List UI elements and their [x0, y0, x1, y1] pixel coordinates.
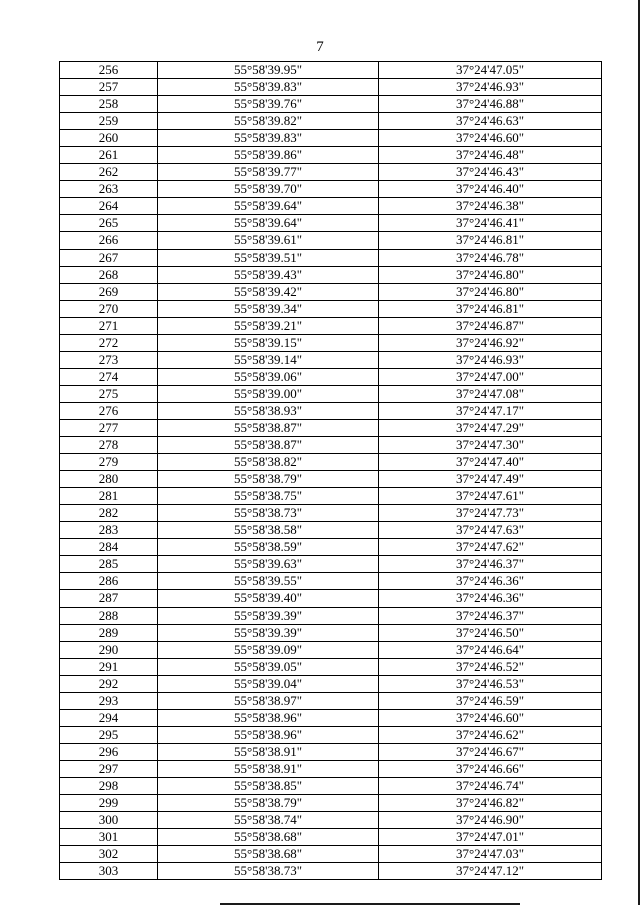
longitude-cell: 37°24'47.62": [379, 539, 602, 556]
latitude-cell: 55°58'38.82": [158, 454, 379, 471]
latitude-cell: 55°58'38.73": [158, 863, 379, 880]
point-number-cell: 265: [60, 215, 158, 232]
latitude-cell: 55°58'39.04": [158, 675, 379, 692]
longitude-cell: 37°24'46.80": [379, 283, 602, 300]
latitude-cell: 55°58'39.05": [158, 658, 379, 675]
longitude-cell: 37°24'46.87": [379, 317, 602, 334]
longitude-cell: 37°24'46.82": [379, 795, 602, 812]
point-number-cell: 270: [60, 300, 158, 317]
table-row: [60, 283, 602, 300]
table-row: [60, 505, 602, 522]
point-number-cell: 280: [60, 471, 158, 488]
latitude-cell: 55°58'39.83": [158, 130, 379, 147]
point-number-cell: 285: [60, 556, 158, 573]
longitude-cell: 37°24'46.37": [379, 556, 602, 573]
longitude-cell: 37°24'46.37": [379, 607, 602, 624]
point-number-cell: 259: [60, 113, 158, 130]
table-row: [60, 351, 602, 368]
longitude-cell: 37°24'46.53": [379, 675, 602, 692]
longitude-cell: 37°24'46.40": [379, 181, 602, 198]
latitude-cell: 55°58'38.96": [158, 726, 379, 743]
longitude-cell: 37°24'46.80": [379, 266, 602, 283]
point-number-cell: 276: [60, 402, 158, 419]
latitude-cell: 55°58'39.21": [158, 317, 379, 334]
longitude-cell: 37°24'46.60": [379, 709, 602, 726]
latitude-cell: 55°58'38.85": [158, 777, 379, 794]
point-number-cell: 269: [60, 283, 158, 300]
point-number-cell: 294: [60, 709, 158, 726]
table-row: [60, 607, 602, 624]
latitude-cell: 55°58'39.63": [158, 556, 379, 573]
latitude-cell: 55°58'39.55": [158, 573, 379, 590]
table-row: [60, 641, 602, 658]
longitude-cell: 37°24'46.52": [379, 658, 602, 675]
table-row: [60, 829, 602, 846]
latitude-cell: 55°58'38.93": [158, 402, 379, 419]
point-number-cell: 281: [60, 488, 158, 505]
longitude-cell: 37°24'47.73": [379, 505, 602, 522]
longitude-cell: 37°24'46.41": [379, 215, 602, 232]
point-number-cell: 301: [60, 829, 158, 846]
point-number-cell: 258: [60, 96, 158, 113]
longitude-cell: 37°24'46.48": [379, 147, 602, 164]
table-row: [60, 419, 602, 436]
longitude-cell: 37°24'46.36": [379, 590, 602, 607]
point-number-cell: 289: [60, 624, 158, 641]
table-row: [60, 760, 602, 777]
longitude-cell: 37°24'46.64": [379, 641, 602, 658]
point-number-cell: 302: [60, 846, 158, 863]
longitude-cell: 37°24'47.40": [379, 454, 602, 471]
latitude-cell: 55°58'38.68": [158, 829, 379, 846]
point-number-cell: 271: [60, 317, 158, 334]
latitude-cell: 55°58'39.77": [158, 164, 379, 181]
longitude-cell: 37°24'46.74": [379, 777, 602, 794]
point-number-cell: 297: [60, 760, 158, 777]
table-row: [60, 658, 602, 675]
point-number-cell: 263: [60, 181, 158, 198]
point-number-cell: 299: [60, 795, 158, 812]
point-number-cell: 257: [60, 79, 158, 96]
latitude-cell: 55°58'39.39": [158, 607, 379, 624]
point-number-cell: 282: [60, 505, 158, 522]
latitude-cell: 55°58'39.95": [158, 62, 379, 79]
point-number-cell: 303: [60, 863, 158, 880]
table-row: [60, 454, 602, 471]
table-row: [60, 113, 602, 130]
table-row: [60, 317, 602, 334]
latitude-cell: 55°58'39.15": [158, 334, 379, 351]
latitude-cell: 55°58'39.51": [158, 249, 379, 266]
latitude-cell: 55°58'38.75": [158, 488, 379, 505]
point-number-cell: 273: [60, 351, 158, 368]
longitude-cell: 37°24'47.17": [379, 402, 602, 419]
latitude-cell: 55°58'39.06": [158, 368, 379, 385]
latitude-cell: 55°58'39.86": [158, 147, 379, 164]
longitude-cell: 37°24'46.92": [379, 334, 602, 351]
point-number-cell: 266: [60, 232, 158, 249]
longitude-cell: 37°24'47.00": [379, 368, 602, 385]
latitude-cell: 55°58'39.14": [158, 351, 379, 368]
latitude-cell: 55°58'38.73": [158, 505, 379, 522]
point-number-cell: 293: [60, 692, 158, 709]
latitude-cell: 55°58'38.91": [158, 743, 379, 760]
table-row: [60, 62, 602, 79]
table-row: [60, 300, 602, 317]
longitude-cell: 37°24'46.81": [379, 232, 602, 249]
table-row: [60, 795, 602, 812]
point-number-cell: 261: [60, 147, 158, 164]
longitude-cell: 37°24'47.63": [379, 522, 602, 539]
latitude-cell: 55°58'38.79": [158, 471, 379, 488]
longitude-cell: 37°24'46.93": [379, 351, 602, 368]
point-number-cell: 264: [60, 198, 158, 215]
table-row: [60, 130, 602, 147]
table-row: [60, 777, 602, 794]
longitude-cell: 37°24'47.30": [379, 437, 602, 454]
longitude-cell: 37°24'46.66": [379, 760, 602, 777]
point-number-cell: 292: [60, 675, 158, 692]
point-number-cell: 279: [60, 454, 158, 471]
latitude-cell: 55°58'39.42": [158, 283, 379, 300]
longitude-cell: 37°24'46.78": [379, 249, 602, 266]
longitude-cell: 37°24'46.50": [379, 624, 602, 641]
point-number-cell: 290: [60, 641, 158, 658]
point-number-cell: 262: [60, 164, 158, 181]
table-row: [60, 471, 602, 488]
longitude-cell: 37°24'47.08": [379, 385, 602, 402]
point-number-cell: 296: [60, 743, 158, 760]
table-row: [60, 590, 602, 607]
latitude-cell: 55°58'38.74": [158, 812, 379, 829]
table-row: [60, 573, 602, 590]
point-number-cell: 298: [60, 777, 158, 794]
latitude-cell: 55°58'39.39": [158, 624, 379, 641]
point-number-cell: 295: [60, 726, 158, 743]
latitude-cell: 55°58'39.64": [158, 215, 379, 232]
table-row: [60, 624, 602, 641]
longitude-cell: 37°24'46.36": [379, 573, 602, 590]
table-row: [60, 863, 602, 880]
latitude-cell: 55°58'39.83": [158, 79, 379, 96]
table-row: [60, 522, 602, 539]
table-row: [60, 266, 602, 283]
latitude-cell: 55°58'38.91": [158, 760, 379, 777]
point-number-cell: 287: [60, 590, 158, 607]
table-row: [60, 402, 602, 419]
latitude-cell: 55°58'38.59": [158, 539, 379, 556]
longitude-cell: 37°24'46.93": [379, 79, 602, 96]
longitude-cell: 37°24'46.60": [379, 130, 602, 147]
latitude-cell: 55°58'38.58": [158, 522, 379, 539]
longitude-cell: 37°24'46.63": [379, 113, 602, 130]
latitude-cell: 55°58'38.79": [158, 795, 379, 812]
latitude-cell: 55°58'39.76": [158, 96, 379, 113]
point-number-cell: 275: [60, 385, 158, 402]
latitude-cell: 55°58'39.09": [158, 641, 379, 658]
latitude-cell: 55°58'39.34": [158, 300, 379, 317]
longitude-cell: 37°24'46.67": [379, 743, 602, 760]
point-number-cell: 277: [60, 419, 158, 436]
longitude-cell: 37°24'47.01": [379, 829, 602, 846]
point-number-cell: 288: [60, 607, 158, 624]
table-row: [60, 249, 602, 266]
table-row: [60, 198, 602, 215]
latitude-cell: 55°58'39.43": [158, 266, 379, 283]
coordinates-table-body: [60, 62, 602, 880]
longitude-cell: 37°24'46.43": [379, 164, 602, 181]
point-number-cell: 272: [60, 334, 158, 351]
point-number-cell: 291: [60, 658, 158, 675]
longitude-cell: 37°24'46.38": [379, 198, 602, 215]
table-row: [60, 96, 602, 113]
table-row: [60, 385, 602, 402]
latitude-cell: 55°58'38.68": [158, 846, 379, 863]
longitude-cell: 37°24'47.12": [379, 863, 602, 880]
page-number: 7: [316, 39, 324, 55]
table-row: [60, 488, 602, 505]
table-row: [60, 692, 602, 709]
longitude-cell: 37°24'46.81": [379, 300, 602, 317]
latitude-cell: 55°58'39.61": [158, 232, 379, 249]
table-row: [60, 539, 602, 556]
latitude-cell: 55°58'38.97": [158, 692, 379, 709]
point-number-cell: 274: [60, 368, 158, 385]
latitude-cell: 55°58'38.87": [158, 419, 379, 436]
longitude-cell: 37°24'47.03": [379, 846, 602, 863]
longitude-cell: 37°24'46.90": [379, 812, 602, 829]
table-row: [60, 812, 602, 829]
point-number-cell: 283: [60, 522, 158, 539]
latitude-cell: 55°58'39.00": [158, 385, 379, 402]
table-row: [60, 164, 602, 181]
point-number-cell: 300: [60, 812, 158, 829]
longitude-cell: 37°24'46.59": [379, 692, 602, 709]
table-row: [60, 215, 602, 232]
longitude-cell: 37°24'47.61": [379, 488, 602, 505]
table-row: [60, 147, 602, 164]
longitude-cell: 37°24'47.49": [379, 471, 602, 488]
point-number-cell: 286: [60, 573, 158, 590]
table-row: [60, 368, 602, 385]
table-row: [60, 709, 602, 726]
point-number-cell: 268: [60, 266, 158, 283]
latitude-cell: 55°58'38.87": [158, 437, 379, 454]
table-row: [60, 181, 602, 198]
table-row: [60, 726, 602, 743]
point-number-cell: 256: [60, 62, 158, 79]
table-row: [60, 437, 602, 454]
table-row: [60, 556, 602, 573]
point-number-cell: 260: [60, 130, 158, 147]
latitude-cell: 55°58'39.40": [158, 590, 379, 607]
coordinates-table: [59, 61, 602, 880]
point-number-cell: 278: [60, 437, 158, 454]
longitude-cell: 37°24'47.29": [379, 419, 602, 436]
latitude-cell: 55°58'39.64": [158, 198, 379, 215]
longitude-cell: 37°24'47.05": [379, 62, 602, 79]
latitude-cell: 55°58'39.70": [158, 181, 379, 198]
latitude-cell: 55°58'39.82": [158, 113, 379, 130]
longitude-cell: 37°24'46.62": [379, 726, 602, 743]
table-row: [60, 675, 602, 692]
latitude-cell: 55°58'38.96": [158, 709, 379, 726]
table-row: [60, 846, 602, 863]
longitude-cell: 37°24'46.88": [379, 96, 602, 113]
point-number-cell: 267: [60, 249, 158, 266]
point-number-cell: 284: [60, 539, 158, 556]
table-row: [60, 232, 602, 249]
table-row: [60, 334, 602, 351]
table-row: [60, 79, 602, 96]
table-row: [60, 743, 602, 760]
